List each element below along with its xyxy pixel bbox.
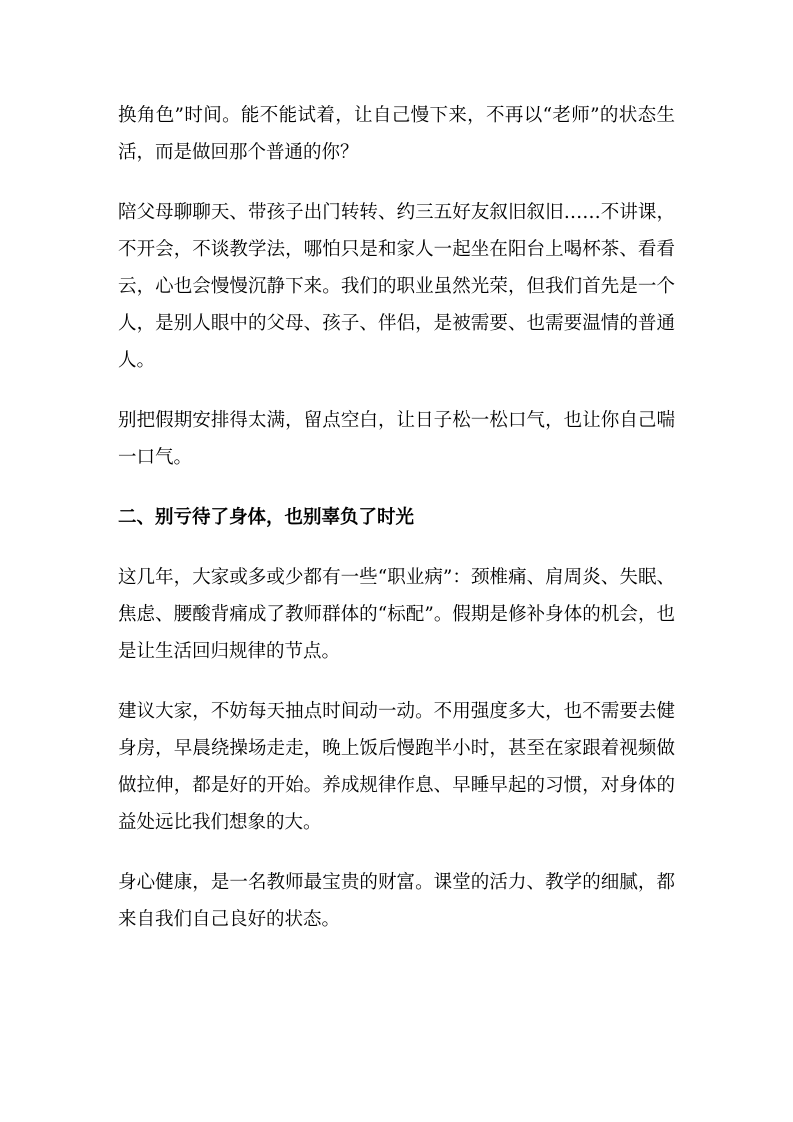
paragraph-wellbeing: 身心健康，是一名教师最宝贵的财富。课堂的活力、教学的细腻，都来自我们自己良好的状态。 xyxy=(118,872,675,930)
paragraph-occupational-illness: 这几年，大家或多或少都有一些“职业病”：颈椎痛、肩周炎、失眠、焦虑、腰酸背痛成了教师群体的“标配”。假期是修补身体的机会，也是让生活回归规律的节点。 xyxy=(118,567,675,662)
section-heading-health: 二、别亏待了身体，也别辜负了时光 xyxy=(118,507,415,528)
paragraph-family-time: 陪父母聊聊天、带孩子出门转转、约三五好友叙旧叙旧……不讲课，不开会，不谈教学法，哪怕只是和家人一起坐在阳台上喝杯茶、看看云，心也会慢慢沉静下来。我们的职业虽然光荣，但我们首先是一个人，是别人眼中的父母、孩子、伴侣，是被需要、也需要温情的普通人。 xyxy=(118,202,675,371)
paragraph-role-switch: 换角色”时间。能不能试着，让自己慢下来，不再以“老师”的状态生活，而是做回那个普通的你？ xyxy=(118,105,675,163)
paragraph-exercise-advice: 建议大家，不妨每天抽点时间动一动。不用强度多大，也不需要去健身房，早晨绕操场走走，晚上饭后慢跑半小时，甚至在家跟着视频做做拉伸，都是好的开始。养成规律作息、早睡早起的习惯，对身体的益处远比我们想象的大。 xyxy=(118,701,675,833)
paragraph-leave-blank: 别把假期安排得太满，留点空白，让日子松一松口气，也让你自己喘一口气。 xyxy=(118,410,675,468)
